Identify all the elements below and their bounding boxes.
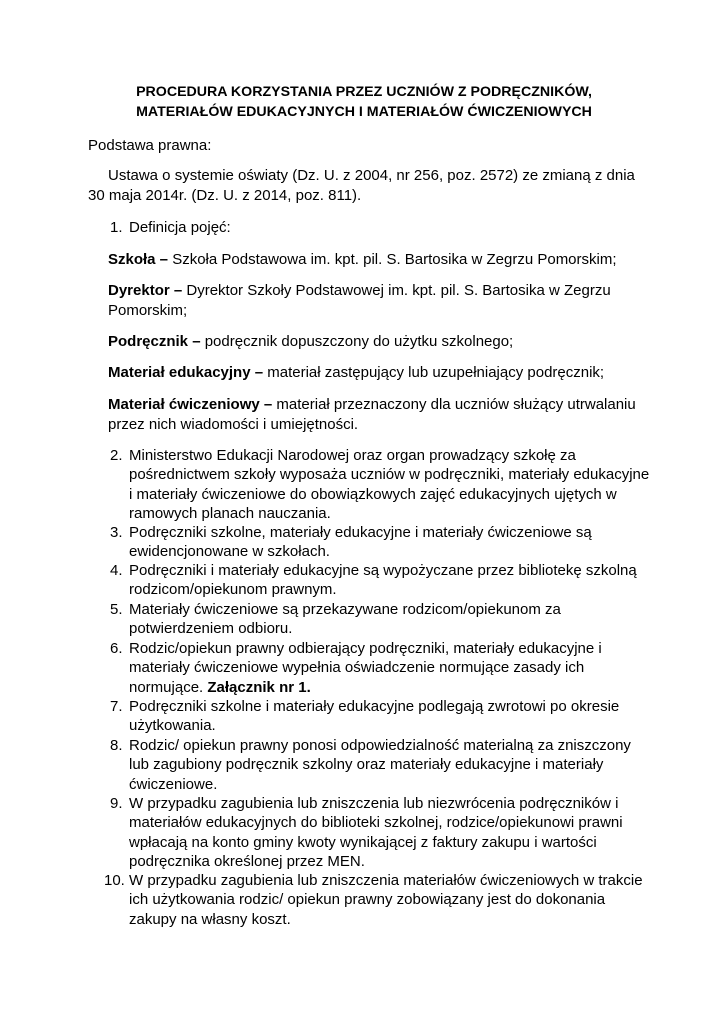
- document-title: [88, 82, 640, 122]
- list-item-number: 6.: [110, 640, 123, 657]
- list-item: [129, 600, 649, 639]
- definition-edu-material: [108, 363, 604, 383]
- title-line-1: PROCEDURA KORZYSTANIA PRZEZ UCZNIÓW Z PODRĘCZNIKÓW,: [136, 84, 592, 100]
- list-item-line: Ministerstwo Edukacji Narodowej oraz organ prowadzący szkołę za: [129, 447, 576, 464]
- list-item: [129, 697, 649, 736]
- list-item-number: 5.: [110, 601, 123, 618]
- list-item-line: potwierdzeniem odbioru.: [129, 620, 293, 638]
- list-item-line: zakupy na własny koszt.: [129, 910, 291, 928]
- definition-text: materiał przeznaczony dla uczniów służący utrwalaniu: [272, 396, 636, 413]
- list-item-number: 9.: [110, 795, 123, 812]
- definition-term: Szkoła –: [108, 251, 169, 268]
- list-item-line: ćwiczeniowe.: [129, 775, 218, 793]
- definition-exercise-material-cont: przez nich wiadomości i umiejętności.: [108, 416, 359, 433]
- list-item: [129, 639, 649, 697]
- list-item-number: 10.: [104, 872, 125, 889]
- definitions-number: 1.: [110, 219, 123, 236]
- definition-term: Materiał edukacyjny –: [108, 364, 264, 381]
- list-item-number: 2.: [110, 447, 123, 464]
- list-item-line: ich użytkowania rodzic/ opiekun prawny zobowiązany jest do dokonania: [129, 891, 606, 909]
- list-item-line: materiały ćwiczeniowe wypełnia oświadczenie normujące zasady ich: [129, 659, 585, 677]
- list-item-line: W przypadku zagubienia lub zniszczenia lub niezwrócenia podręczników i: [129, 795, 619, 812]
- list-item-line: Podręczniki szkolne i materiały edukacyjne podlegają zwrotowi po okresie: [129, 698, 620, 715]
- definition-director-cont: Pomorskim;: [108, 302, 188, 319]
- definition-text: podręcznik dopuszczony do użytku szkolnego;: [200, 333, 514, 350]
- list-item-line: rodzicom/opiekunom prawnym.: [129, 581, 337, 599]
- legal-basis-line-2: 30 maja 2014r. (Dz. U. z 2014, poz. 811).: [88, 187, 362, 204]
- list-item-line: i materiały ćwiczeniowe do obowiązkowych zajęć edukacyjnych ujętych w: [129, 485, 617, 503]
- definition-term: Dyrektor –: [108, 282, 183, 299]
- definition-term: Podręcznik –: [108, 333, 201, 350]
- list-item: [129, 523, 649, 562]
- list-item-text: normujące.: [129, 678, 208, 696]
- list-item-line: Podręczniki i materiały edukacyjne są wypożyczane przez bibliotekę szkolną: [129, 562, 637, 579]
- list-item-line: Rodzic/ opiekun prawny ponosi odpowiedzialność materialną za zniszczony: [129, 737, 631, 754]
- list-item-line: ramowych planach nauczania.: [129, 504, 331, 522]
- list-item-line: pośrednictwem szkoły wyposaża uczniów w podręczniki, materiały edukacyjne: [129, 466, 650, 484]
- definition-textbook: [108, 332, 513, 352]
- title-line-2: MATERIAŁÓW EDUKACYJNYCH I MATERIAŁÓW ĆWICZENIOWYCH: [136, 104, 592, 120]
- list-item: [129, 794, 649, 871]
- attachment-reference: Załącznik nr 1.: [207, 678, 311, 696]
- list-item-line: Materiały ćwiczeniowe są przekazywane rodzicom/opiekunom za: [129, 601, 561, 618]
- list-item-number: 4.: [110, 562, 123, 579]
- definition-text: materiał zastępujący lub uzupełniający podręcznik;: [263, 364, 605, 381]
- list-item: [129, 736, 649, 794]
- definition-exercise-material: [108, 395, 636, 415]
- list-item-line: [129, 678, 649, 697]
- legal-basis-line-1: Ustawa o systemie oświaty (Dz. U. z 2004, nr 256, poz. 2572) ze zmianą z dnia: [108, 167, 635, 184]
- legal-basis-heading: Podstawa prawna:: [88, 137, 212, 154]
- list-item-line: podręcznika określonej przez MEN.: [129, 852, 365, 870]
- list-item-line: materiałów edukacyjnych do biblioteki szkolnej, rodzice/opiekunowi prawni: [129, 814, 623, 832]
- definition-director: [108, 281, 611, 301]
- definition-text: Szkoła Podstawowa im. kpt. pil. S. Bartosika w Zegrzu Pomorskim;: [168, 251, 617, 268]
- list-item-line: Rodzic/opiekun prawny odbierający podręczniki, materiały edukacyjne i: [129, 640, 602, 657]
- definition-school: [108, 250, 617, 270]
- list-item-line: ewidencjonowane w szkołach.: [129, 543, 330, 561]
- list-item-line: Podręczniki szkolne, materiały edukacyjne i materiały ćwiczeniowe są: [129, 524, 592, 541]
- list-item-number: 3.: [110, 524, 123, 541]
- list-item-number: 8.: [110, 737, 123, 754]
- definition-term: Materiał ćwiczeniowy –: [108, 396, 273, 413]
- list-item: [129, 871, 649, 929]
- list-item: [129, 446, 649, 523]
- list-item: [129, 561, 649, 600]
- list-item-line: wpłacają na konto gminy kwoty wynikającej z faktury zakupu i wartości: [129, 833, 597, 851]
- list-item-number: 7.: [110, 698, 123, 715]
- list-item-line: użytkowania.: [129, 717, 216, 735]
- definitions-heading: Definicja pojęć:: [129, 219, 231, 236]
- list-item-line: W przypadku zagubienia lub zniszczenia materiałów ćwiczeniowych w trakcie: [129, 872, 643, 889]
- definition-text: Dyrektor Szkoły Podstawowej im. kpt. pil. S. Bartosika w Zegrzu: [182, 282, 611, 299]
- list-item-line: lub zagubiony podręcznik szkolny oraz materiały edukacyjne i materiały: [129, 756, 604, 774]
